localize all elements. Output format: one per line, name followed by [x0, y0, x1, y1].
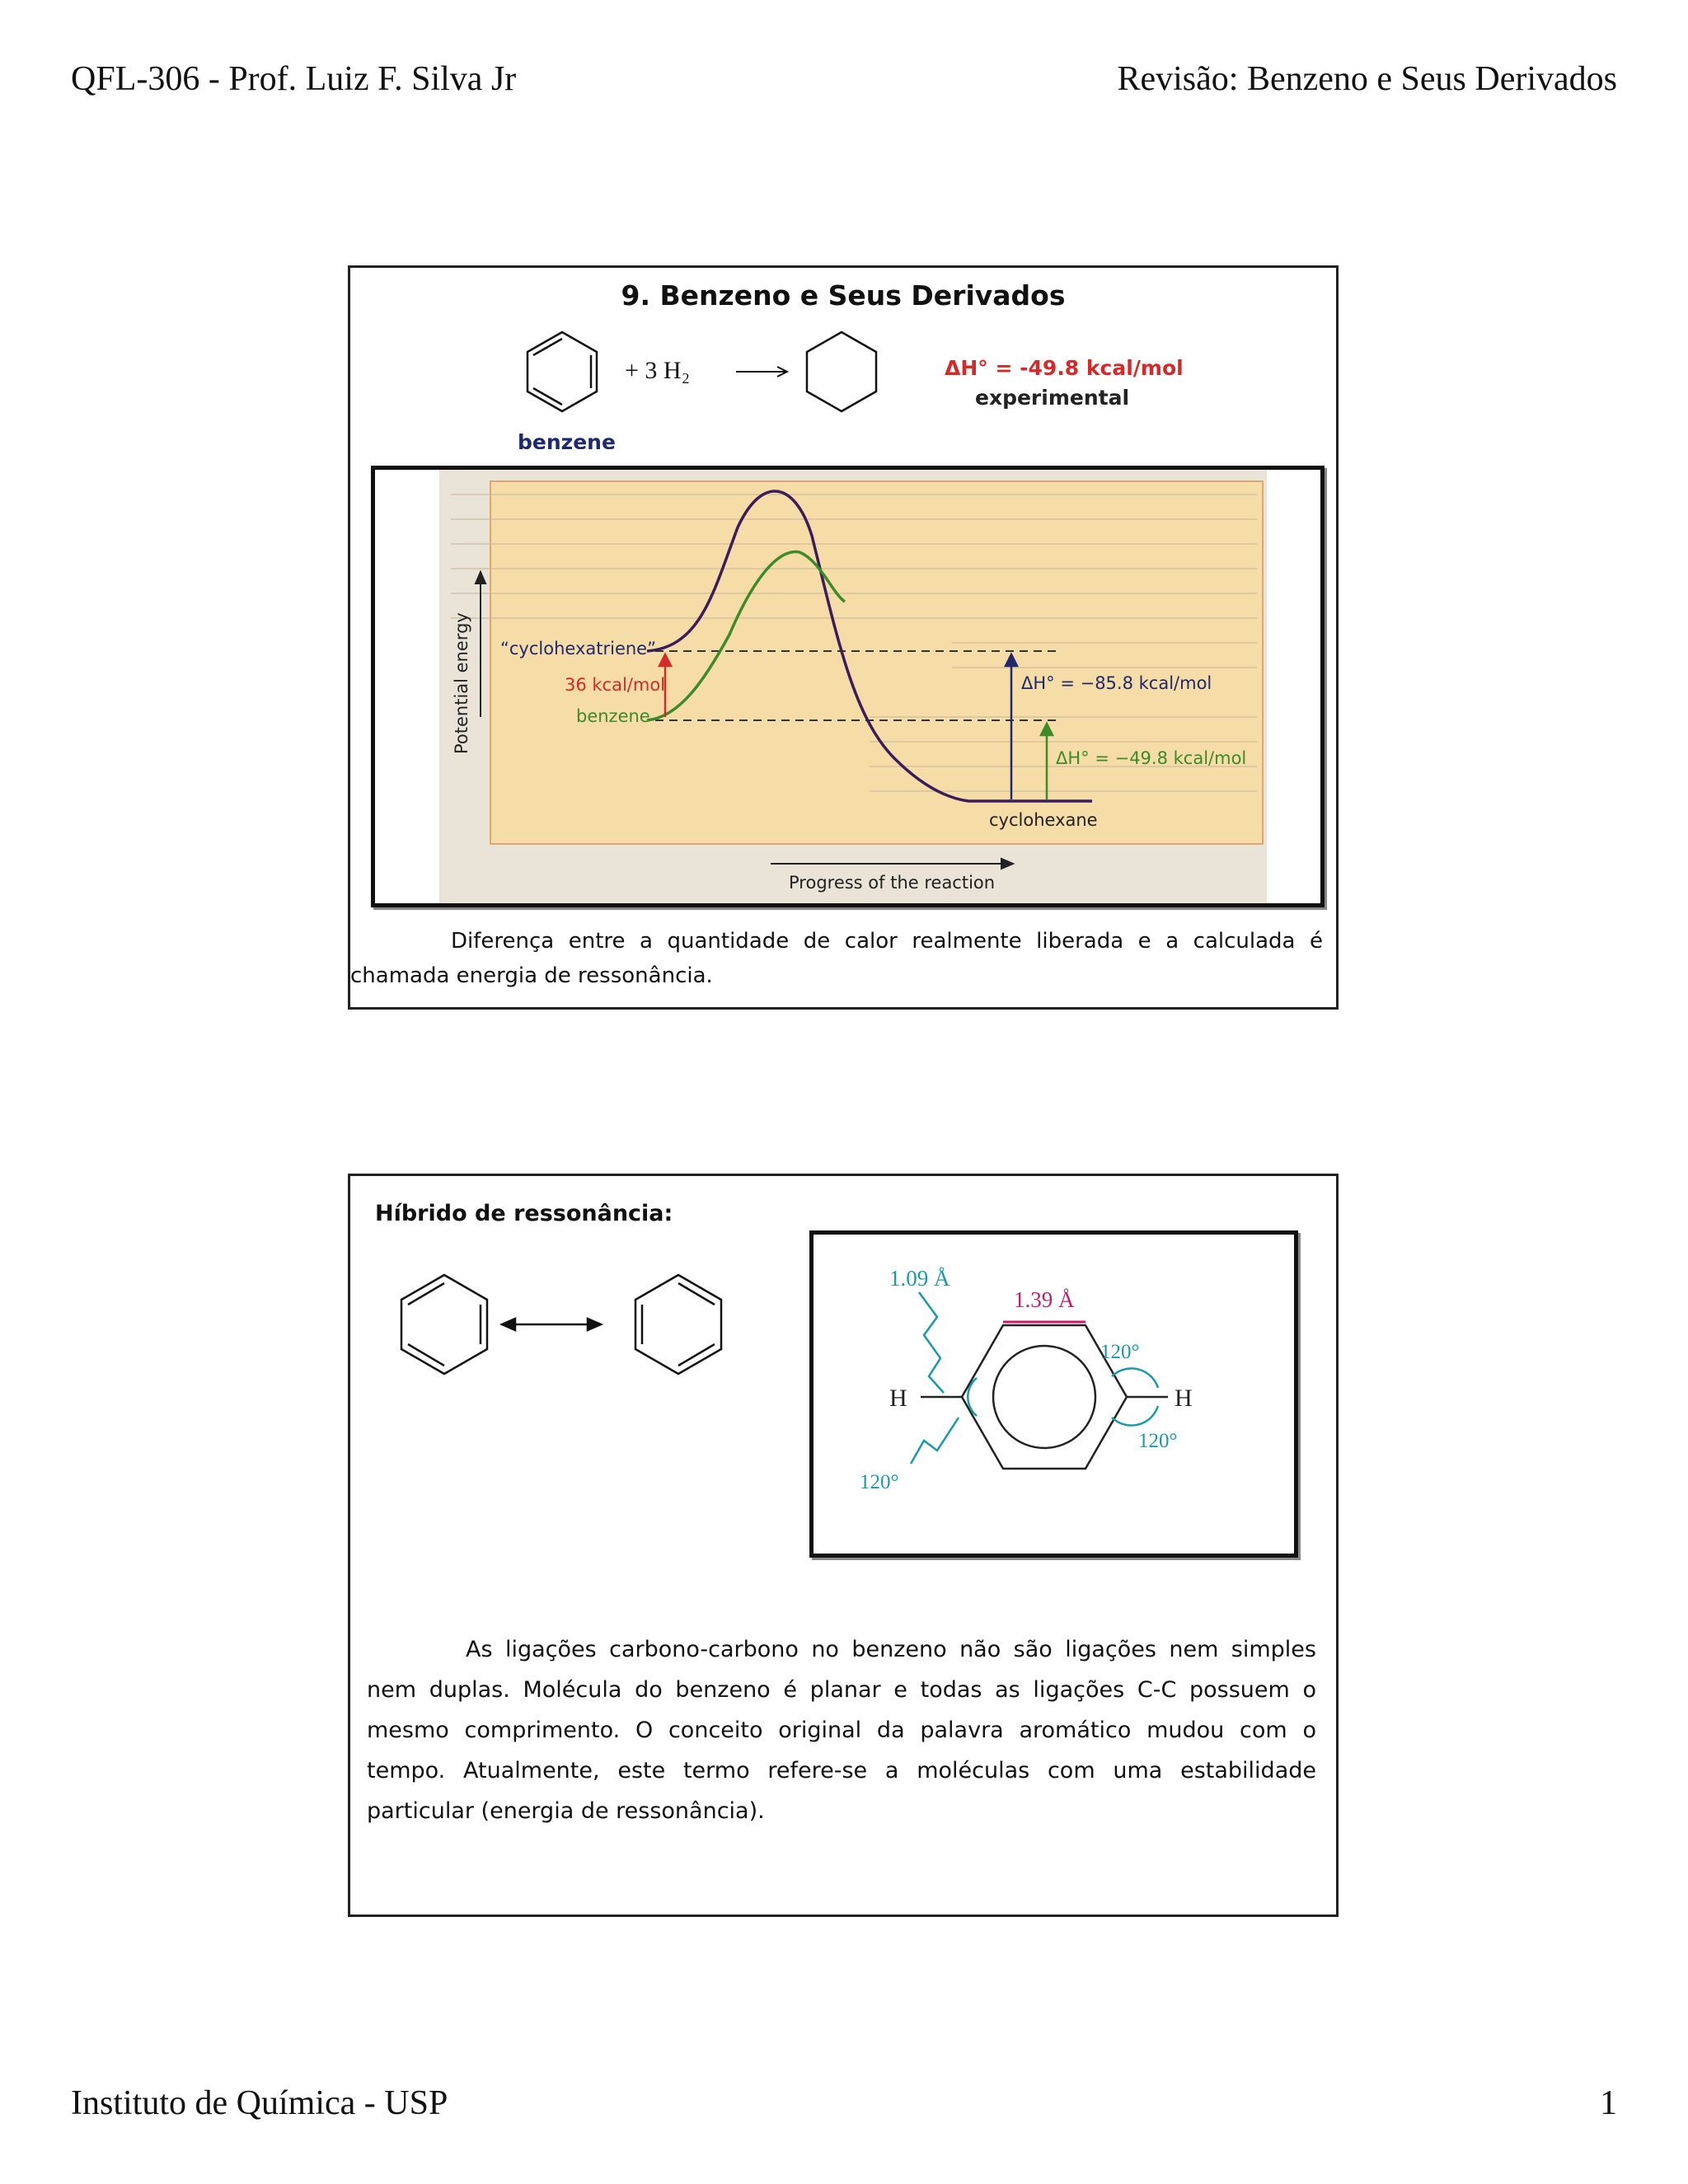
angle-left-label: 120°: [860, 1471, 899, 1493]
reaction-arrow-icon: [736, 367, 787, 377]
cyclohexatriene-label: “cyclohexatriene”: [500, 639, 656, 658]
cyclohexane-label: cyclohexane: [989, 810, 1098, 830]
ch-bond-length-label: 1.09 Å: [889, 1266, 950, 1291]
benzene-geometry-figure: [814, 1235, 1294, 1554]
ch-bond-pointer-icon: [919, 1292, 944, 1393]
aromaticity-paragraph: As ligações carbono-carbono no benzeno não são ligações nem simples nem duplas. Molécula do benzeno é planar e todas as ligações C-C possuem o mesmo comprimento. O conceito original da palavra aromático mudou com o tempo. Atualmente, este termo refere-se a moléculas com uma estabilidade particular (energia de ressonância).: [367, 1637, 1316, 1824]
slide-title: 9. Benzeno e Seus Derivados: [621, 279, 1066, 312]
header-right: Revisão: Benzeno e Seus Derivados: [1117, 60, 1617, 98]
resonance-double-arrow-icon: [502, 1319, 601, 1330]
x-axis-label: Progress of the reaction: [789, 873, 996, 893]
experimental-enthalpy-label: ΔH° = −49.8 kcal/mol: [1056, 748, 1247, 768]
resonance-hybrid-heading: Híbrido de ressonância:: [375, 1201, 673, 1226]
reagent-text: + 3 H₂: [625, 357, 691, 384]
angle-left-pointer-icon: [911, 1418, 959, 1464]
slide-benzene-derivatives: [348, 265, 1339, 1010]
footer-left: Instituto de Química - USP: [71, 2084, 448, 2122]
energy-diagram: [375, 470, 1320, 903]
cyclohexane-structure-icon: [807, 332, 876, 411]
geometry-figure-frame: [809, 1230, 1298, 1558]
slide-resonance-hybrid: [348, 1174, 1339, 1917]
enthalpy-text: ΔH° = -49.8 kcal/mol: [945, 356, 1184, 380]
enthalpy-note-text: experimental: [975, 386, 1130, 410]
kekule-structure-1-icon: [401, 1275, 487, 1374]
benzene-level-label: benzene: [576, 706, 650, 726]
calculated-enthalpy-label: ΔH° = −85.8 kcal/mol: [1021, 673, 1212, 693]
page-number: 1: [1600, 2084, 1617, 2122]
diagram-panel: [490, 481, 1263, 844]
energy-diagram-frame: [371, 466, 1325, 907]
kekule-structures: [392, 1267, 738, 1382]
benzene-structure-icon: [528, 332, 597, 411]
h-left-label: H: [889, 1385, 907, 1412]
hydrogenation-reaction: [350, 326, 1336, 449]
resonance-energy-caption: Diferença entre a quantidade de calor realmente liberada e a calculada é chamada energia de ressonância.: [350, 929, 1323, 988]
resonance-energy-label: 36 kcal/mol: [565, 675, 666, 695]
header-left: QFL-306 - Prof. Luiz F. Silva Jr: [71, 60, 517, 98]
kekule-structure-2-icon: [635, 1275, 721, 1374]
benzene-label: benzene: [518, 430, 616, 449]
angle-bottom-label: 120°: [1138, 1430, 1178, 1452]
y-axis-label: Potential energy: [452, 612, 471, 754]
angle-top-label: 120°: [1100, 1341, 1140, 1363]
cc-bond-length-label: 1.39 Å: [1014, 1287, 1075, 1312]
h-right-label: H: [1175, 1385, 1193, 1412]
